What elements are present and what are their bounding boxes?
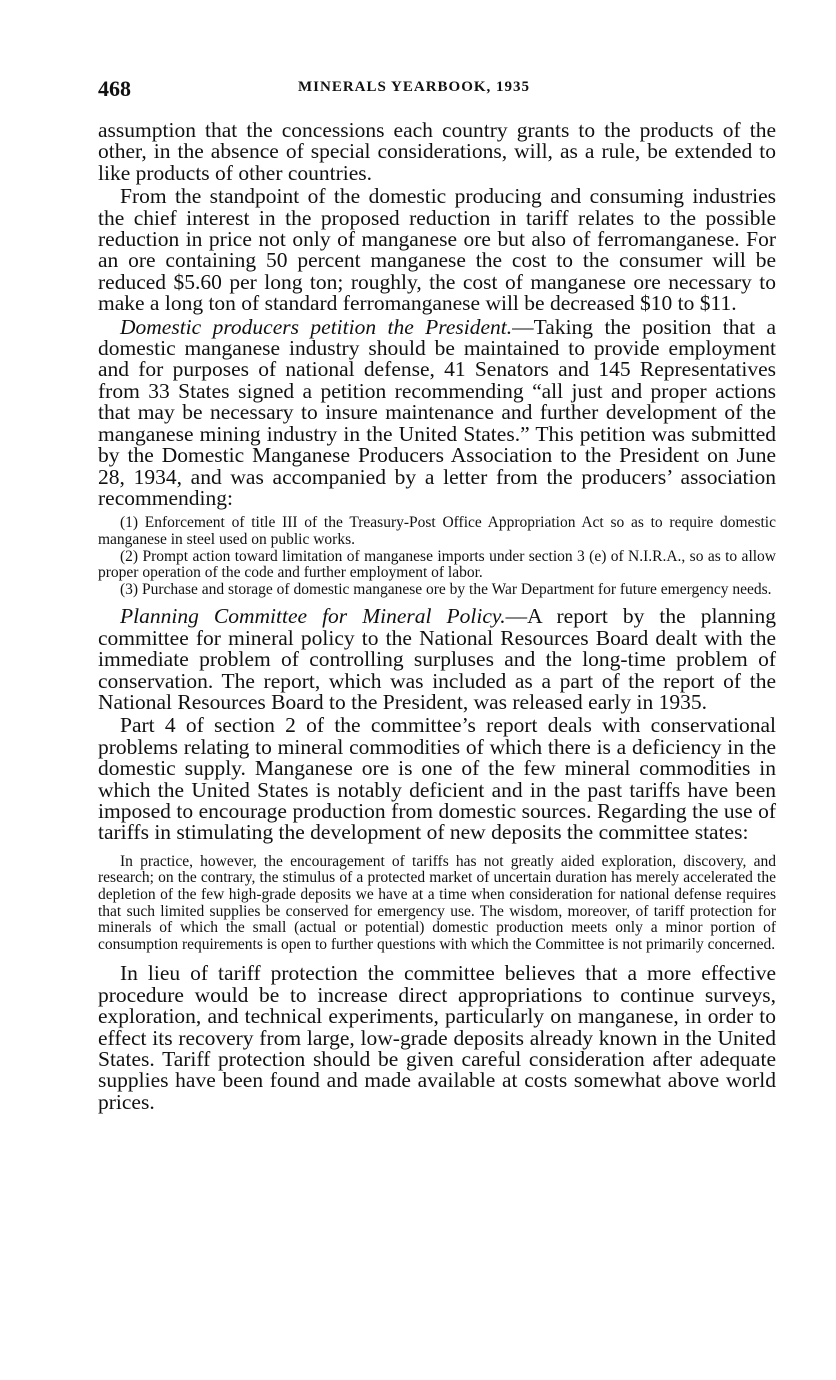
running-title: MINERALS YEARBOOK, 1935: [298, 79, 531, 95]
page-number: 468: [98, 76, 131, 101]
paragraph-domestic-producers: [98, 314, 776, 510]
page-body: [98, 120, 776, 1113]
recommendation-list: [98, 515, 776, 598]
block-quote: In practice, however, the encouragement of tariffs has not greatly aided exploration, discovery, and research; on the contrary, the stimulus of a protected market of uncertain duration has merely accelerated the depletion of the few high-grade deposits we have at a time when consideration for national defense requires that such limited supplies be conserved for emergency use. The wisdom, moreover, of tariff protection for minerals of which the small (actual or potential) domestic production meets only a minor portion of consumption requirements is open to further questions with which the Committee is not primarily concerned.: [98, 852, 776, 953]
list-item: (2) Prompt action toward limitation of manganese imports under section 3 (e) of N.I.R.A., so as to allow proper operation of the code and further employment of labor.: [98, 547, 776, 582]
list-item: (3) Purchase and storage of domestic manganese ore by the War Department for future emergency needs.: [120, 580, 772, 598]
section-heading-domestic-producers: Domestic producers petition the President.: [120, 314, 513, 339]
paragraph-tariff-reduction: From the standpoint of the domestic producing and consuming industries the chief interest in the proposed reduction in tariff relates to the possible reduction in price not only of manganese ore but also of ferromanganese. For an ore containing 50 percent manganese the cost to the consumer will be reduced $5.60 per long ton; roughly, the cost of manganese ore necessary to make a long ton of standard ferromanganese will be decreased $10 to $11.: [98, 184, 776, 316]
list-item: (1) Enforcement of title III of the Treasury-Post Office Appropriation Act so as to require domestic manganese in steel used on public works.: [98, 514, 776, 548]
page-header: [98, 76, 774, 104]
paragraph-conservation: Part 4 of section 2 of the committee’s report deals with conservational problems relating to mineral commodities of which there is a deficiency in the domestic supply. Manganese ore is one of the few mineral commodities in which the United States is notably deficient and in the past tariffs have been imposed to encourage production from domestic sources. Regarding the use of tariffs in stimulating the development of new deposits the committee states:: [98, 713, 776, 845]
section-heading-planning-committee: Planning Committee for Mineral Policy.: [120, 604, 506, 629]
paragraph-continuation: assumption that the concessions each country grants to the products of the other, in the absence of special considerations, will, as a rule, be extended to like products of other countries.: [98, 118, 776, 185]
paragraph-planning-committee-text: —A report by the planning committee for mineral policy to the National Resources Board dealt with the immediate problem of controlling surpluses and the long-time problem of conservation. The report, which was included as a part of the report of the National Resources Board to the President, was released early in 1935.: [98, 604, 776, 714]
paragraph-domestic-producers-text: —Taking the position that a domestic manganese industry should be maintained to provide employment and for purposes of national defense, 41 Senators and 145 Representatives from 33 States signed a petition recommending “all just and proper actions that may be necessary to insure maintenance and further development of the manganese mining industry in the United States.” This petition was submitted by the Domestic Manganese Producers Association to the President on June 28, 1934, and was accompanied by a letter from the producers’ association recommending:: [98, 314, 776, 510]
paragraph-conclusion: In lieu of tariff protection the committee believes that a more effective procedure would be to increase direct appropriations to continue surveys, exploration, and technical experiments, particularly on manganese, in order to effect its recovery from large, low-grade deposits already known in the United States. Tariff protection should be given careful consideration after adequate supplies have been found and made available at costs somewhat above world prices.: [98, 961, 776, 1114]
paragraph-planning-committee: [98, 606, 776, 713]
